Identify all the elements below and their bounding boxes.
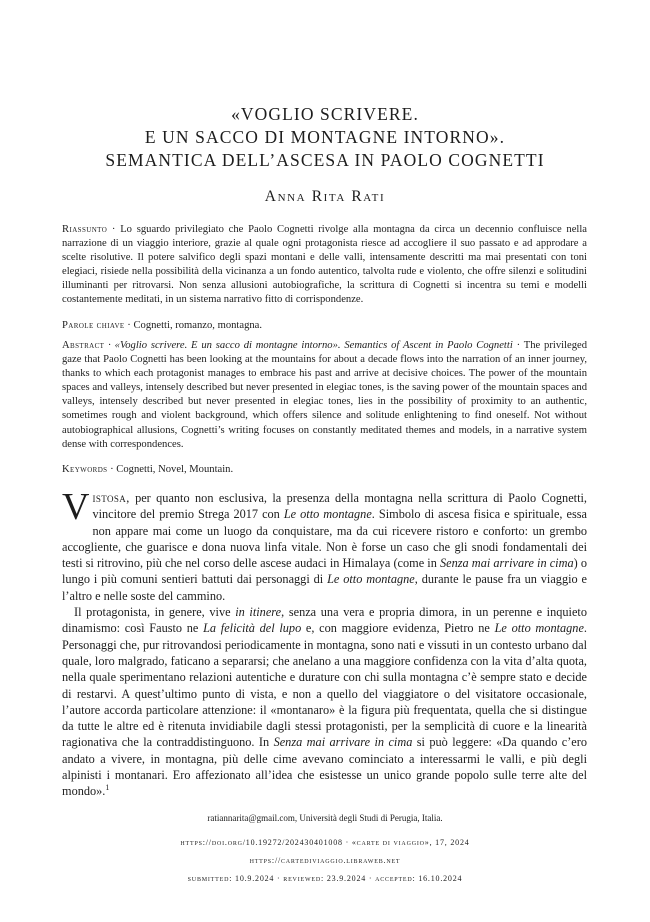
submission-dates: submitted: 10.9.2024 · reviewed: 23.9.2024 · accepted: 16.10.2024 [187, 874, 463, 883]
title-line-1: «VOGLIO SCRIVERE. [231, 104, 419, 124]
drop-cap: V [62, 486, 90, 528]
riassunto-text: · Lo sguardo privilegiato che Paolo Cognetti rivolge alla montagna da circa un decennio confluisce nella narrazione di un viaggio interiore, grazie al quale ogni protagonista riesce ad accogliere il suo passato e ad approdare a scelte risolutive. Il potere salvifico degli spazi montani e delle valli, intensamente descritti ma mai presentati con toni elegiaci, risiede nella possibilità della vicinanza a un fondo autentico, talvolta rude e violento, che offre silenzi e solitudini illuminanti per ritrovarsi. Non senza allusioni autobiografiche, la scrittura di Cognetti si incentra su temi e modelli costantemente meditati, in un sistema narrativo fitto di corrispondenze. [62, 224, 587, 306]
author-email: ratiannarita@gmail.com, Università degli Studi di Perugia, Italia. [207, 813, 443, 823]
parole-chiave-label: Parole chiave [62, 320, 125, 331]
title-line-2: E UN SACCO DI MONTAGNE INTORNO». [144, 127, 506, 147]
abstract-title: · «Voglio scrivere. E un sacco di montagne intorno». Semantics of Ascent in Paolo Cognetti [104, 340, 513, 351]
parole-chiave-text: · Cognetti, romanzo, montagna. [124, 320, 263, 331]
abstract [62, 339, 587, 452]
journal-url[interactable]: https://cartediviaggio.libraweb.net [249, 856, 401, 865]
abstract-label: Abstract [62, 340, 105, 351]
article-title [40, 103, 610, 172]
riassunto-label: Riassunto [62, 224, 108, 235]
keywords [62, 463, 587, 477]
author-name: Anna Rita Rati [264, 188, 386, 205]
abstract-text: · The privileged gaze that Paolo Cognetti has been looking at the mountains for about a decade flows into the narration of an inner journey, thanks to which each protagonist manages to embrace his past and arrive at decisive choices. The power of the mountain spaces and valleys, intensely described but never presented in elegiac tones, is the saving power of the mountain spaces and valleys, intensely described but never presented in elegiac tones, lies in the possibility of proximity to an authentic, sometimes rough and violent background, which offers silence and solitude enlightening to find oneself. Not without autobiographical allusions, Cognetti’s writing focuses on constantly meditated themes and models, in a narrative system dense with correspondences. [62, 340, 587, 450]
paragraph-1: Vistosa, per quanto non esclusiva, la presenza della montagna nella scrittura di Paolo Cognetti, vincitore del premio Strega 2017 con Le otto montagne. Simbolo di ascesa fisica e spirituale, essa non appare mai come un luogo da conquistare, ma da cui ricevere ristoro e conforto: un grembo accogliente, che guarisce e dona nuova linfa vitale. Non è forse un caso che gli snodi fondamentali dei testi si ritrovino, più che nel corso delle ascese audaci in Himalaya (come in Senza mai arrivare in cima) o lungo i più comuni sentieri battuti dai personaggi di Le otto montagne, durante le pause fra un viaggio e l’altro e nelle soste del cammino. [62, 486, 587, 603]
riassunto [62, 223, 587, 308]
doi-line[interactable]: https://doi.org/10.19272/202430401008 · «carte di viaggio», 17, 2024 [180, 838, 470, 847]
keywords-label: Keywords [62, 464, 108, 475]
paragraph-2: Il protagonista, in genere, vive in itinere, senza una vera e propria dimora, in un perenne e inquieto dinamismo: così Fausto ne La felicità del lupo e, con maggiore evidenza, Pietro ne Le otto montagne. Personaggi che, pur ritrovandosi periodicamente in montagna, sono nati e vissuti in un contesto urbano dal quale, loro malgrado, faticano a separarsi; che anelano a una maggiore confidenza con la vita d’alta quota, nella quale sperimentano relazioni autentiche e durature con chi sulla montagna c’è sempre stato e decide di restarvi. A quest’ultimo punto di vista, e non a quello del viaggiatore o del visitatore occasionale, l’autore accorda particolare attenzione: il «montanaro» è la figura più frequentata, quella che si distingue da tutte le altre ed è ritenuta invidiabile dagli stessi protagonisti, per la semplicità di cuore e la linearità ragionativa che la contraddistinguono. In Senza mai arrivare in cima si può leggere: «Da quando c’ero andato a vivere, in montagna, più delle cime avevano cominciato a interessarmi le valli, e più degli alpinisti i montanari. Ero affezionato all’idea che esistesse un unico grande popolo sulle terre alte del mondo».$^1$ [62, 605, 588, 799]
body-text [62, 486, 588, 800]
title-line-3: SEMANTICA DELL’ASCESA IN PAOLO COGNETTI [105, 150, 545, 170]
footnote-ref[interactable]: 1 [105, 783, 110, 793]
parole-chiave [62, 319, 587, 333]
keywords-text: · Cognetti, Novel, Mountain. [107, 464, 234, 475]
